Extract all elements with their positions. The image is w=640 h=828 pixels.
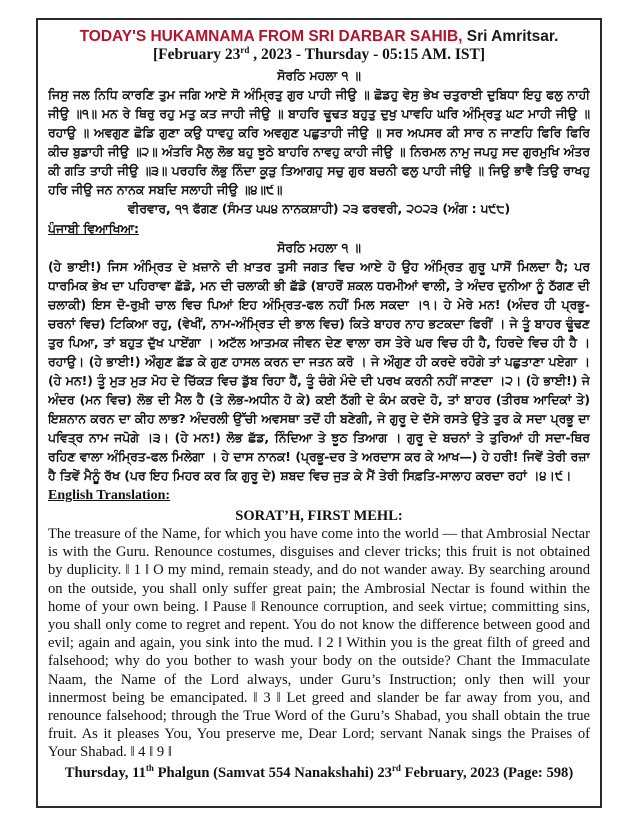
english-heading: SORAT’H, FIRST MEHL:: [235, 508, 403, 524]
date-open: [February 23: [152, 46, 241, 63]
footer-part1: Thursday, 11: [64, 764, 146, 781]
footer-sup2: rd: [391, 762, 401, 773]
date-rest: , 2023 - Thursday - 05:15 AM. IST]: [249, 46, 486, 63]
shabad-heading: ਸੋਰਠਿ ਮਹਲਾ ੧ ॥: [277, 68, 361, 83]
date-sup: rd: [240, 44, 250, 55]
punjabi-text: (ਹੇ ਭਾਈ!) ਜਿਸ ਅੰਮ੍ਰਿਤ ਦੇ ਖ਼ਜ਼ਾਨੇ ਦੀ ਖ਼ਾਤਰ ਤੁਸੀ ਜਗਤ ਵਿਚ ਆਏ ਹੋ ਉਹ ਅੰਮ੍ਰਿਤ ਗੁਰੂ ਪਾਸੋਂ ਮਿਲਦਾ ਹੈ; ਪਰ ਧਾਰਮਿਕ ਭੇਖ ਦਾ ਪਹਿਰਾਵਾ ਛੱਡੋ, ਮਨ ਦੀ ਚਲਾਕੀ ਭੀ ਛੱਡੋ (ਬਾਹਰੋਂ ਸ਼ਕਲ ਧਰਮੀਆਂ ਵਾਲੀ, ਤੇ ਅੰਦਰ ਦੁਨੀਆ ਨੂੰ ਠੱਗਣ ਦੀ ਚਲਾਕੀ) ਇਸ ਦੋ-ਰੁਖ਼ੀ ਚਾਲ ਵਿਚ ਪਿਆਂ ਇਹ ਅੰਮ੍ਰਿਤ-ਫਲ ਨਹੀਂ ਮਿਲ ਸਕਦਾ ।੧। ਹੇ ਮੇਰੇ ਮਨ! (ਅੰਦਰ ਹੀ ਪ੍ਰਭੂ-ਚਰਨਾਂ ਵਿਚ) ਟਿਕਿਆ ਰਹੁ, (ਵੇਖੀਂ, ਨਾਮ-ਅੰਮ੍ਰਿਤ ਦੀ ਭਾਲ ਵਿਚ) ਕਿਤੇ ਬਾਹਰ ਨਾਹ ਭਟਕਦਾ ਫਿਰੀਂ । ਜੇ ਤੂੰ ਬਾਹਰ ਢੂੰਢਣ ਤੁਰ ਪਿਆ, ਤਾਂ ਬਹੁਤ ਦੁੱਖ ਪਾਏਂਗਾ । ਅਟੱਲ ਆਤਮਕ ਜੀਵਨ ਦੇਣ ਵਾਲਾ ਰਸ ਤੇਰੇ ਘਰ ਵਿਚ ਹੀ ਹੈ, ਹਿਰਦੇ ਵਿਚ ਹੀ ਹੈ ।ਰਹਾਉ। (ਹੇ ਭਾਈ!) ਔਗੁਣ ਛੱਡ ਕੇ ਗੁਣ ਹਾਸਲ ਕਰਨ ਦਾ ਜਤਨ ਕਰੋ । ਜੇ ਔਗੁਣ ਹੀ ਕਰਦੇ ਰਹੋਗੇ ਤਾਂ ਪਛੁਤਾਣਾ ਪਏਗਾ । (ਹੇ ਮਨ!) ਤੂੰ ਮੁੜ ਮੁੜ ਮੋਹ ਦੇ ਚਿੱਕੜ ਵਿਚ ਡੁੱਬ ਰਿਹਾ ਹੈਂ, ਤੂੰ ਚੰਗੇ ਮੰਦੇ ਦੀ ਪਰਖ ਕਰਨੀ ਨਹੀਂ ਜਾਣਦਾ ।੨। (ਹੇ ਭਾਈ!) ਜੇ ਅੰਦਰ (ਮਨ ਵਿਚ) ਲੋਭ ਦੀ ਮੈਲ ਹੈ (ਤੇ ਲੋਭ-ਅਧੀਨ ਹੋ ਕੇ) ਕਈ ਠੱਗੀ ਦੇ ਕੰਮ ਕਰਦੇ ਹੋ, ਤਾਂ ਬਾਹਰ (ਤੀਰਥ ਆਦਿਕਾਂ ਤੇ) ਇਸ਼ਨਾਨ ਕਰਨ ਦਾ ਕੀਹ ਲਾਭ? ਅੰਦਰਲੀ ਉੱਚੀ ਅਵਸਥਾ ਤਦੋਂ ਹੀ ਬਣੇਗੀ, ਜੇ ਗੁਰੂ ਦੇ ਦੱਸੇ ਰਸਤੇ ਉਤੇ ਤੁਰ ਕੇ ਸਦਾ ਪ੍ਰਭੂ ਦਾ ਪਵਿਤ੍ਰ ਨਾਮ ਜਪੋਗੇ ।੩। (ਹੇ ਮਨ!) ਲੋਭ ਛੱਡ, ਨਿੰਦਿਆ ਤੇ ਝੂਠ ਤਿਆਗ । ਗੁਰੂ ਦੇ ਬਚਨਾਂ ਤੇ ਤੁਰਿਆਂ ਹੀ ਸਦਾ-ਥਿਰ ਰਹਿਣ ਵਾਲਾ ਅੰਮ੍ਰਿਤ-ਫਲ ਮਿਲੇਗਾ । ਹੇ ਦਾਸ ਨਾਨਕ! (ਪ੍ਰਭੂ-ਦਰ ਤੇ ਅਰਦਾਸ ਕਰ ਕੇ ਆਖ—) ਹੇ ਹਰੀ! ਜਿਵੇਂ ਤੇਰੀ ਰਜ਼ਾ ਹੈ ਤਿਵੇਂ ਮੈਨੂੰ ਰੱਖ (ਪਰ ਇਹ ਮਿਹਰ ਕਰ ਕਿ ਗੁਰੂ ਦੇ) ਸ਼ਬਦ ਵਿਚ ਜੁੜ ਕੇ ਮੈਂ ਤੇਰੀ ਸਿਫ਼ਤਿ-ਸਾਲਾਹ ਕਰਦਾ ਰਹਾਂ ।੪।੯।: [48, 259, 590, 483]
shabad-text: ਜਿਸੁ ਜਲ ਨਿਧਿ ਕਾਰਣਿ ਤੁਮ ਜਗਿ ਆਏ ਸੋ ਅੰਮ੍ਰਿਤੁ ਗੁਰ ਪਾਹੀ ਜੀਉ ॥ ਛੋਡਹੁ ਵੇਸੁ ਭੇਖ ਚਤੁਰਾਈ ਦੁਬਿਧਾ ਇਹੁ ਫਲੁ ਨਾਹੀ ਜੀਉ ॥੧॥ ਮਨ ਰੇ ਥਿਰੁ ਰਹੁ ਮਤੁ ਕਤ ਜਾਹੀ ਜੀਉ ॥ ਬਾਹਰਿ ਢੂਢਤ ਬਹੁਤੁ ਦੁਖੁ ਪਾਵਹਿ ਘਰਿ ਅੰਮ੍ਰਿਤੁ ਘਟ ਮਾਹੀ ਜੀਉ ॥ ਰਹਾਉ ॥ ਅਵਗੁਣ ਛੋਡਿ ਗੁਣਾ ਕਉ ਧਾਵਹੁ ਕਰਿ ਅਵਗੁਣ ਪਛੁਤਾਹੀ ਜੀਉ ॥ ਸਰ ਅਪਸਰ ਕੀ ਸਾਰ ਨ ਜਾਣਹਿ ਫਿਰਿ ਫਿਰਿ ਕੀਚ ਬੁਡਾਹੀ ਜੀਉ ॥੨॥ ਅੰਤਰਿ ਮੈਲੁ ਲੋਭ ਬਹੁ ਝੂਠੇ ਬਾਹਰਿ ਨਾਵਹੁ ਕਾਹੀ ਜੀਉ ॥ ਨਿਰਮਲ ਨਾਮੁ ਜਪਹੁ ਸਦ ਗੁਰਮੁਖਿ ਅੰਤਰ ਕੀ ਗਤਿ ਤਾਹੀ ਜੀਉ ॥੩॥ ਪਰਹਰਿ ਲੋਭੁ ਨਿੰਦਾ ਕੂੜੁ ਤਿਆਗਹੁ ਸਚੁ ਗੁਰ ਬਚਨੀ ਫਲੁ ਪਾਹੀ ਜੀਉ ॥ ਜਿਉ ਭਾਵੈ ਤਿਉ ਰਾਖਹੁ ਹਰਿ ਜੀਉ ਜਨ ਨਾਨਕ ਸਬਦਿ ਸਲਾਹੀ ਜੀਉ ॥੪॥੯॥: [48, 87, 590, 197]
footer-part3: February, 2023 (Page: 598): [400, 764, 574, 781]
date-header: [48, 46, 590, 64]
footer-part2: Phalgun (Samvat 554 Nanakshahi) 23: [153, 764, 392, 781]
title-place: Sri Amritsar.: [462, 28, 559, 45]
title-text: TODAY'S HUKAMNAMA FROM SRI DARBAR SAHIB,: [79, 28, 463, 45]
footer-date: [48, 764, 590, 782]
punjabi-label: ਪੰਜਾਬੀ ਵਿਆਖਿਆ:: [48, 221, 139, 236]
page-content: [48, 28, 590, 798]
footer-sup1: th: [145, 762, 154, 773]
punjabi-heading: ਸੋਰਠਿ ਮਹਲਾ ੧ ॥: [277, 240, 361, 255]
page-frame: [36, 18, 602, 808]
english-text: The treasure of the Name, for which you have come into the world — that Ambrosial Nectar is with the Guru. Renounce costumes, disguises and clever tricks; this fruit is not obtained by duplicity. ‖ 1 ‖ O my mind, remain steady, and do not wander away. By searching around on the outside, you shall only suffer great pain; the Ambrosial Nectar is found within the home of your own being. ‖ Pause ‖ Renounce corruption, and seek virtue; committing sins, you shall only come to regret and repent. You do not know the difference between good and evil; again and again, you sink into the mud. ‖ 2 ‖ Within you is the great filth of greed and falsehood; why do you bother to wash your body on the outside? Chant the Immaculate Naam, the Name of the Lord always, under Guru’s Instruction; only then will your innermost being be emancipated. ‖ 3 ‖ Let greed and slander be far away from you, and renounce falsehood; through the True Word of the Guru’s Shabad, you shall obtain the true fruit. As it pleases You, You preserve me, Dear Lord; servant Nanak sings the Praises of Your Shabad. ‖ 4 ‖ 9 ‖: [48, 526, 590, 761]
english-label: English Translation:: [48, 488, 171, 503]
shabad-date-line: ਵੀਰਵਾਰ, ੧੧ ਫੱਗਣ (ਸੰਮਤ ੫੫੪ ਨਾਨਕਸ਼ਾਹੀ) ੨੩ ਫਰਵਰੀ, ੨੦੨੩ (ਅੰਗ : ੫੯੮): [127, 201, 511, 216]
page-title: [48, 28, 590, 46]
